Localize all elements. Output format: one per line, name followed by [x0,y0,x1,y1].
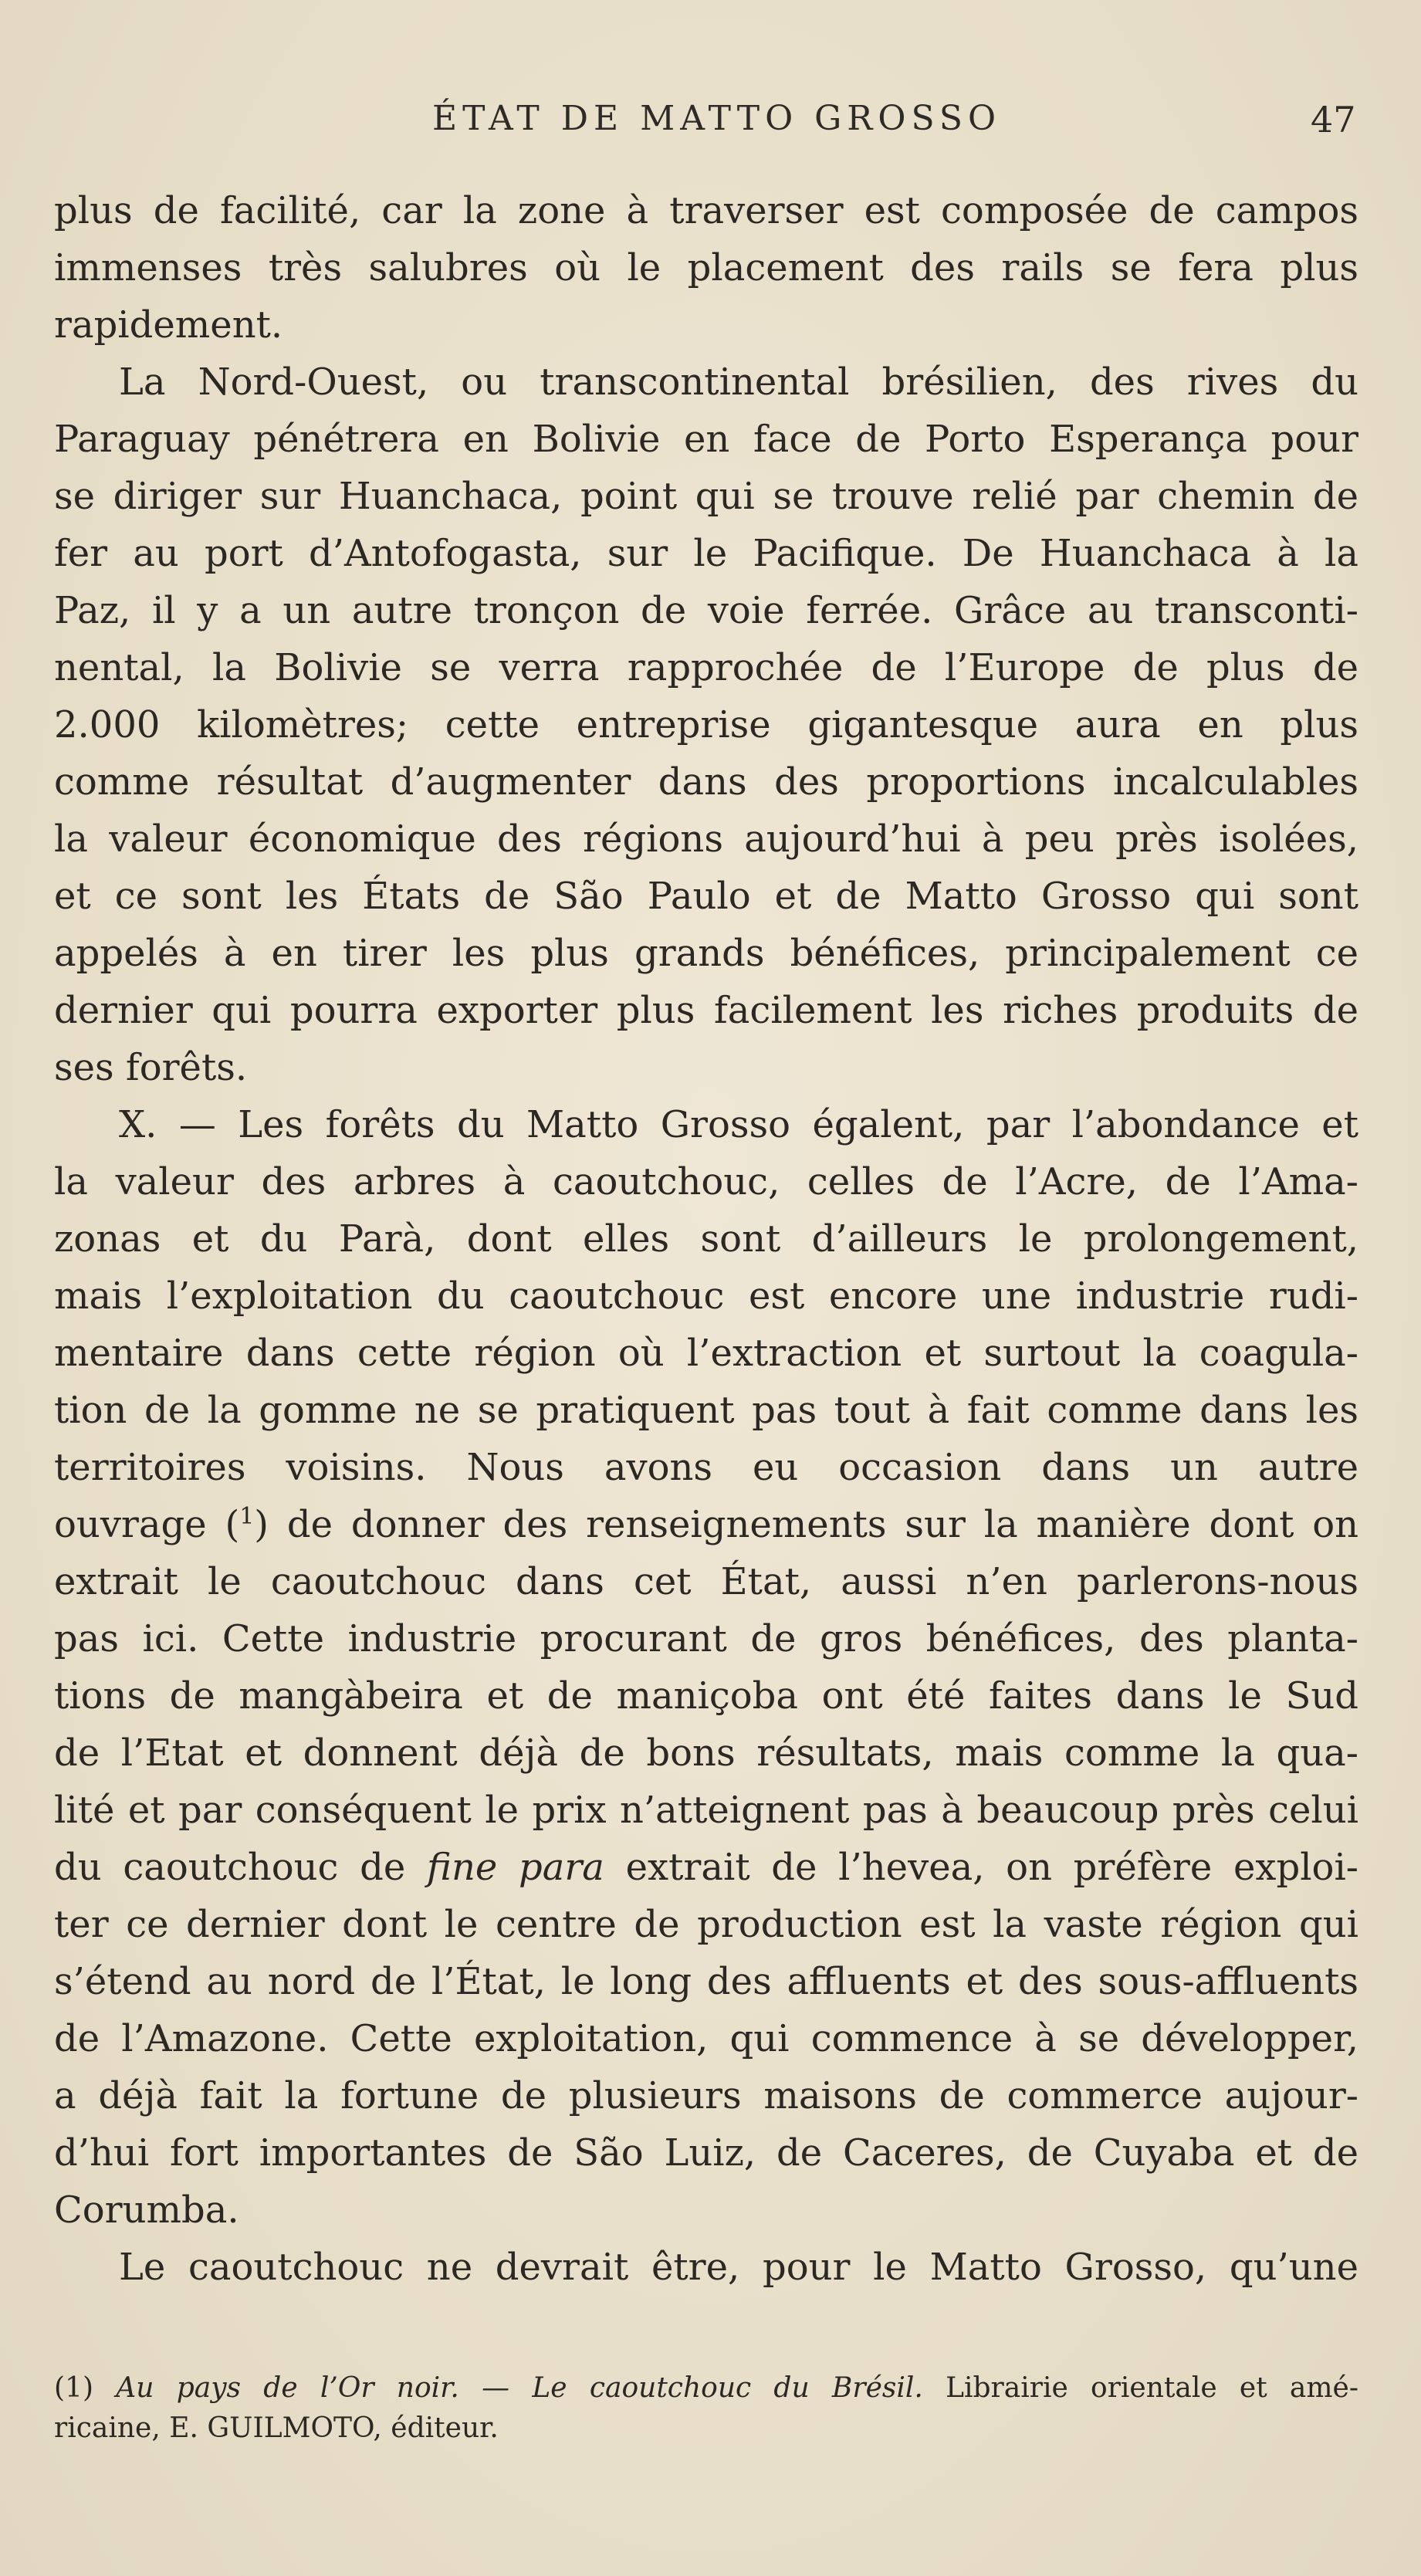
text-fragment: ) de donner des renseignements sur la manière dont on [254,1503,1358,1546]
text-line: immenses très salubres où le placement des rails se fera plus [54,246,1358,289]
footnote-line: ricaine, E. GUILMOTO, éditeur. [54,2412,499,2444]
text-line: comme résultat d’augmenter dans des proportions incalculables [54,760,1358,804]
text-line: de l’Amazone. Cette exploitation, qui commence à se développer, [54,2017,1358,2060]
text-line: extrait le caoutchouc dans cet État, aussi n’en parlerons-nous [54,1560,1358,1603]
text-line: pas ici. Cette industrie procurant de gros bénéfices, des planta- [54,1617,1358,1660]
text-fragment: ouvrage ( [54,1503,240,1546]
text-line: territoires voisins. Nous avons eu occasion dans un autre [54,1446,1358,1489]
footnote-text: Librairie orientale et amé- [946,2372,1358,2404]
paragraph-1 [54,182,1358,354]
footnote-title: Au pays de l’Or noir. — Le caoutchouc du Brésil. [116,2372,923,2404]
text-line: fer au port d’Antofogasta, sur le Pacifique. De Huanchaca à la [54,532,1358,575]
text-line: ter ce dernier dont le centre de production est la vaste région qui [54,1903,1358,1946]
text-line: la valeur économique des régions aujourd’hui à peu près isolées, [54,817,1358,861]
text-line: mais l’exploitation du caoutchouc est encore une industrie rudi- [54,1274,1358,1318]
page-number: 47 [1311,99,1356,140]
text-line: appelés à en tirer les plus grands bénéfices, principalement ce [54,932,1358,975]
text-line: de l’Etat et donnent déjà de bons résultats, mais comme la qua- [54,1731,1358,1775]
text-line: 2.000 kilomètres; cette entreprise gigantesque aura en plus [54,703,1358,746]
italic-term: fine para [426,1846,604,1889]
paragraph-3 [54,1096,1358,2239]
text-line: d’hui fort importantes de São Luiz, de Caceres, de Cuyaba et de [54,2131,1358,2175]
text-line: plus de facilité, car la zone à traverser est composée de campos [54,189,1358,232]
text-line: rapidement. [54,303,283,347]
text-line: la valeur des arbres à caoutchouc, celles de l’Acre, de l’Ama- [54,1160,1358,1203]
text-fragment: du caoutchouc de [54,1846,427,1889]
paragraph-2 [54,354,1358,1096]
footnote [54,2368,1358,2449]
text-line: nental, la Bolivie se verra rapprochée de l’Europe de plus de [54,646,1358,689]
text-line: a déjà fait la fortune de plusieurs maisons de commerce aujour- [54,2074,1358,2117]
footnote-reference[interactable]: 1 [239,1503,255,1530]
text-line: et ce sont les États de São Paulo et de Matto Grosso qui sont [54,875,1358,918]
text-line: zonas et du Parà, dont elles sont d’ailleurs le prolongement, [54,1217,1358,1261]
text-line: s’étend au nord de l’État, le long des affluents et des sous-affluents [54,1960,1358,2003]
text-line: tions de mangàbeira et de maniçoba ont été faites dans le Sud [54,1674,1358,1718]
text-line: se diriger sur Huanchaca, point qui se trouve relié par chemin de [54,475,1358,518]
running-head [0,99,1421,161]
body-text [54,182,1358,2296]
text-line-with-footnote-ref [54,1496,1358,1553]
text-line: mentaire dans cette région où l’extraction et surtout la coagula- [54,1332,1358,1375]
text-line: Paz, il y a un autre tronçon de voie ferrée. Grâce au transconti- [54,589,1358,632]
footnote-marker: (1) [54,2372,93,2404]
text-line: Paraguay pénétrera en Bolivie en face de Porto Esperança pour [54,418,1358,461]
text-fragment: extrait de l’hevea, on préfère exploi- [604,1846,1358,1889]
footnote-line [54,2368,1358,2408]
paragraph-4 [54,2239,1358,2296]
text-line: ses forêts. [54,1046,248,1089]
text-line: X. — Les forêts du Matto Grosso égalent, par l’abondance et [119,1103,1358,1146]
text-line: Corumba. [54,2188,239,2232]
running-title: ÉTAT DE MATTO GROSSO [432,99,1002,138]
text-line: La Nord-Ouest, ou transcontinental brésilien, des rives du [119,361,1358,404]
text-line: tion de la gomme ne se pratiquent pas tout à fait comme dans les [54,1389,1358,1432]
text-line-with-italic [54,1839,1358,1896]
text-line: lité et par conséquent le prix n’atteignent pas à beaucoup près celui [54,1789,1358,1832]
text-line: Le caoutchouc ne devrait être, pour le Matto Grosso, qu’une [119,2246,1358,2289]
text-line: dernier qui pourra exporter plus facilement les riches produits de [54,989,1358,1032]
